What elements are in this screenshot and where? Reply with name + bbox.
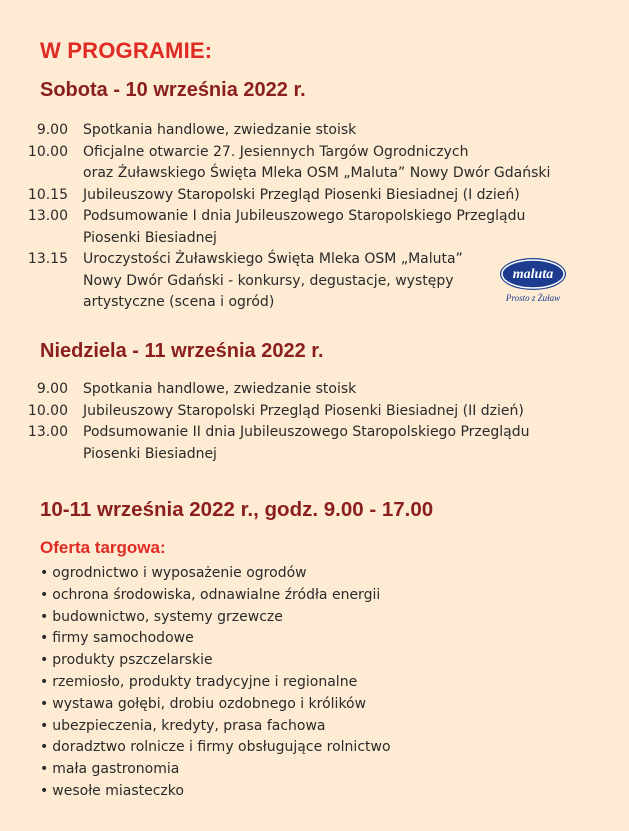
offer-list-item: [40, 628, 391, 650]
schedule-time: 9.00: [36, 122, 68, 138]
offer-item-text: mała gastronomia: [52, 761, 180, 778]
schedule-time: 13.00: [27, 424, 68, 440]
schedule-time: 13.00: [27, 208, 68, 224]
schedule-description-line: Podsumowanie I dnia Jubileuszowego Staropolskiego Przeglądu: [83, 208, 526, 224]
offer-item-text: produkty pszczelarskie: [52, 652, 213, 669]
schedule-description-line: Piosenki Biesiadnej: [83, 229, 217, 246]
bullet-icon: •: [40, 673, 49, 690]
schedule-row: [0, 379, 629, 401]
schedule-row: [0, 120, 629, 142]
sunday-heading: Niedziela - 11 września 2022 r.: [40, 340, 324, 362]
schedule-description: [83, 206, 583, 249]
offer-list-item: [40, 781, 391, 803]
saturday-heading: Sobota - 10 września 2022 r.: [40, 79, 306, 101]
bullet-icon: •: [40, 586, 49, 603]
schedule-description-line: Spotkania handlowe, zwiedzanie stoisk: [83, 381, 357, 397]
schedule-row: [0, 401, 629, 423]
schedule-description-line: Podsumowanie II dnia Jubileuszowego Staropolskiego Przeglądu: [83, 424, 530, 440]
schedule-description: [83, 379, 583, 401]
schedule-row: [0, 142, 629, 185]
bullet-icon: •: [40, 695, 49, 712]
bullet-icon: •: [40, 565, 49, 581]
bullet-icon: •: [40, 782, 49, 799]
offer-item-text: wesołe miasteczko: [52, 782, 184, 799]
schedule-description-line: Oficjalne otwarcie 27. Jesiennych Targów Ogrodniczych: [83, 143, 469, 160]
schedule-description-line: Piosenki Biesiadnej: [83, 445, 217, 462]
schedule-description: [83, 185, 583, 207]
offer-list-item: [40, 716, 391, 738]
schedule-description-line: Jubileuszowy Staropolski Przegląd Piosenki Biesiadnej (I dzień): [83, 186, 520, 203]
offer-heading: Oferta targowa:: [40, 538, 166, 557]
offer-item-text: ogrodnictwo i wyposażenie ogrodów: [52, 565, 307, 581]
schedule-description: [83, 422, 583, 465]
logo-brand-text: maluta: [512, 267, 554, 282]
schedule-description-line: oraz Żuławskiego Święta Mleka OSM „Maluta” Nowy Dwór Gdański: [83, 165, 551, 181]
schedule-time: 10.00: [27, 402, 68, 419]
bullet-icon: •: [40, 717, 49, 734]
schedule-time: 10.00: [27, 143, 68, 160]
schedule-time: 13.15: [27, 251, 68, 267]
schedule-description-line: Spotkania handlowe, zwiedzanie stoisk: [83, 122, 357, 138]
schedule-description-line: Nowy Dwór Gdański - konkursy, degustacje, występy: [83, 272, 454, 289]
offer-item-text: budownictwo, systemy grzewcze: [52, 608, 283, 625]
schedule-description: [83, 120, 583, 142]
offer-list-item: [40, 650, 391, 672]
maluta-logo: [498, 256, 568, 326]
date-range-heading: 10-11 września 2022 r., godz. 9.00 - 17.00: [40, 498, 434, 521]
schedule-description-line: artystyczne (scena i ogród): [83, 294, 275, 310]
offer-list-item: [40, 563, 391, 585]
schedule-row: [0, 185, 629, 207]
offer-item-text: ochrona środowiska, odnawialne źródła energii: [52, 586, 381, 603]
bullet-icon: •: [40, 739, 49, 756]
offer-item-text: wystawa gołębi, drobiu ozdobnego i królików: [52, 695, 367, 712]
offer-item-text: rzemiosło, produkty tradycyjne i regionalne: [52, 673, 358, 690]
schedule-time: 9.00: [36, 381, 68, 397]
sunday-schedule: [0, 379, 629, 465]
offer-item-text: ubezpieczenia, kredyty, prasa fachowa: [52, 717, 326, 734]
schedule-description-line: Jubileuszowy Staropolski Przegląd Piosenki Biesiadnej (II dzień): [83, 402, 524, 419]
offer-list-item: [40, 607, 391, 629]
offer-item-text: firmy samochodowe: [52, 630, 194, 647]
bullet-icon: •: [40, 761, 49, 778]
offer-list-item: [40, 694, 391, 716]
offer-list-item: [40, 737, 391, 759]
offer-list-item: [40, 585, 391, 607]
logo-tagline-text: Prosto z Żuław: [505, 293, 561, 303]
schedule-row: [0, 206, 629, 249]
schedule-description-line: Uroczystości Żuławskiego Święta Mleka OSM „Maluta”: [83, 251, 463, 267]
schedule-row: [0, 422, 629, 465]
offer-item-text: doradztwo rolnicze i firmy obsługujące rolnictwo: [52, 739, 391, 756]
offer-list-item: [40, 759, 391, 781]
bullet-icon: •: [40, 608, 49, 625]
offer-list-item: [40, 672, 391, 694]
offer-list: [40, 563, 391, 803]
schedule-description: [83, 142, 583, 185]
schedule-time: 10.15: [27, 186, 68, 203]
schedule-description: [83, 401, 583, 423]
bullet-icon: •: [40, 630, 49, 647]
bullet-icon: •: [40, 652, 49, 669]
program-title: W PROGRAMIE:: [40, 38, 213, 63]
